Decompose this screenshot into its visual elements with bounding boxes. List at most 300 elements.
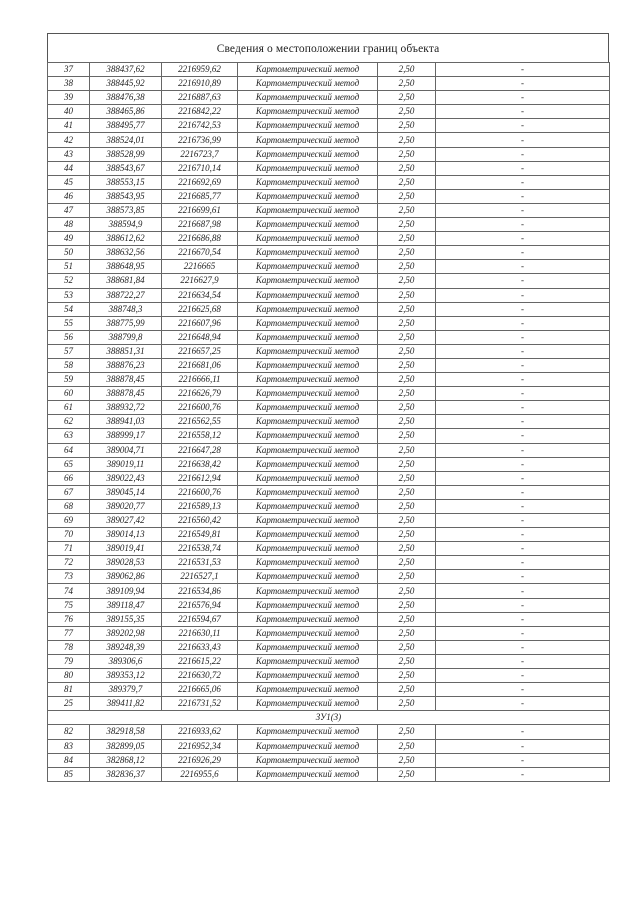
coordinate-y-cell: 2216731,52 — [162, 697, 238, 711]
description-cell: - — [436, 330, 610, 344]
coordinate-y-cell: 2216630,11 — [162, 626, 238, 640]
method-cell: Картометрический метод — [238, 133, 378, 147]
table-row — [48, 218, 610, 232]
method-cell: Картометрический метод — [238, 499, 378, 513]
section-label: ЗУ1(3) — [48, 711, 610, 725]
point-number-cell: 39 — [48, 91, 90, 105]
table-row — [48, 203, 610, 217]
coordinate-y-cell: 2216959,62 — [162, 63, 238, 77]
table-row — [48, 598, 610, 612]
description-cell: - — [436, 246, 610, 260]
coordinate-x-cell: 389019,11 — [90, 457, 162, 471]
point-number-cell: 84 — [48, 753, 90, 767]
accuracy-cell: 2,50 — [378, 626, 436, 640]
point-number-cell: 44 — [48, 161, 90, 175]
description-cell: - — [436, 654, 610, 668]
accuracy-cell: 2,50 — [378, 161, 436, 175]
description-cell: - — [436, 274, 610, 288]
accuracy-cell: 2,50 — [378, 63, 436, 77]
coordinate-y-cell: 2216538,74 — [162, 542, 238, 556]
method-cell: Картометрический метод — [238, 63, 378, 77]
coordinate-y-cell: 2216589,13 — [162, 499, 238, 513]
accuracy-cell: 2,50 — [378, 499, 436, 513]
coordinate-y-cell: 2216648,94 — [162, 330, 238, 344]
method-cell: Картометрический метод — [238, 542, 378, 556]
description-cell: - — [436, 584, 610, 598]
accuracy-cell: 2,50 — [378, 471, 436, 485]
method-cell: Картометрический метод — [238, 584, 378, 598]
accuracy-cell: 2,50 — [378, 528, 436, 542]
point-number-cell: 65 — [48, 457, 90, 471]
description-cell: - — [436, 63, 610, 77]
coordinate-y-cell: 2216710,14 — [162, 161, 238, 175]
accuracy-cell: 2,50 — [378, 175, 436, 189]
description-cell: - — [436, 528, 610, 542]
method-cell: Картометрический метод — [238, 415, 378, 429]
point-number-cell: 75 — [48, 598, 90, 612]
accuracy-cell: 2,50 — [378, 387, 436, 401]
point-number-cell: 41 — [48, 119, 90, 133]
description-cell: - — [436, 739, 610, 753]
method-cell: Картометрический метод — [238, 119, 378, 133]
accuracy-cell: 2,50 — [378, 260, 436, 274]
method-cell: Картометрический метод — [238, 697, 378, 711]
point-number-cell: 37 — [48, 63, 90, 77]
point-number-cell: 52 — [48, 274, 90, 288]
description-cell: - — [436, 598, 610, 612]
coordinate-x-cell: 389019,41 — [90, 542, 162, 556]
point-number-cell: 57 — [48, 344, 90, 358]
coordinate-x-cell: 389062,86 — [90, 570, 162, 584]
table-row — [48, 725, 610, 739]
method-cell: Картометрический метод — [238, 598, 378, 612]
table-row — [48, 147, 610, 161]
description-cell: - — [436, 471, 610, 485]
description-cell: - — [436, 288, 610, 302]
method-cell: Картометрический метод — [238, 471, 378, 485]
coordinate-x-cell: 382899,05 — [90, 739, 162, 753]
accuracy-cell: 2,50 — [378, 133, 436, 147]
accuracy-cell: 2,50 — [378, 753, 436, 767]
method-cell: Картометрический метод — [238, 640, 378, 654]
coordinate-x-cell: 388799,8 — [90, 330, 162, 344]
table-row — [48, 260, 610, 274]
table-row — [48, 274, 610, 288]
point-number-cell: 64 — [48, 443, 90, 457]
method-cell: Картометрический метод — [238, 358, 378, 372]
coordinate-x-cell: 388722,27 — [90, 288, 162, 302]
coordinate-x-cell: 382918,58 — [90, 725, 162, 739]
coordinate-y-cell: 2216681,06 — [162, 358, 238, 372]
point-number-cell: 71 — [48, 542, 90, 556]
table-row — [48, 302, 610, 316]
point-number-cell: 56 — [48, 330, 90, 344]
point-number-cell: 69 — [48, 514, 90, 528]
coordinate-x-cell: 388465,86 — [90, 105, 162, 119]
method-cell: Картометрический метод — [238, 147, 378, 161]
coordinate-x-cell: 388878,45 — [90, 387, 162, 401]
coordinate-x-cell: 388573,85 — [90, 203, 162, 217]
coordinate-x-cell: 388445,92 — [90, 77, 162, 91]
table-row — [48, 654, 610, 668]
coordinate-x-cell: 389004,71 — [90, 443, 162, 457]
coordinate-y-cell: 2216685,77 — [162, 189, 238, 203]
coordinates-table — [47, 62, 610, 782]
method-cell: Картометрический метод — [238, 570, 378, 584]
accuracy-cell: 2,50 — [378, 584, 436, 598]
point-number-cell: 74 — [48, 584, 90, 598]
coordinate-x-cell: 388878,45 — [90, 373, 162, 387]
table-row — [48, 105, 610, 119]
table-row — [48, 683, 610, 697]
table-row — [48, 316, 610, 330]
description-cell: - — [436, 260, 610, 274]
accuracy-cell: 2,50 — [378, 302, 436, 316]
coordinate-x-cell: 388437,62 — [90, 63, 162, 77]
coordinate-y-cell: 2216665,06 — [162, 683, 238, 697]
description-cell: - — [436, 77, 610, 91]
accuracy-cell: 2,50 — [378, 697, 436, 711]
coordinate-y-cell: 2216630,72 — [162, 669, 238, 683]
accuracy-cell: 2,50 — [378, 542, 436, 556]
method-cell: Картометрический метод — [238, 485, 378, 499]
coordinate-x-cell: 388851,31 — [90, 344, 162, 358]
description-cell: - — [436, 401, 610, 415]
table-row — [48, 570, 610, 584]
coordinate-x-cell: 388932,72 — [90, 401, 162, 415]
point-number-cell: 55 — [48, 316, 90, 330]
method-cell: Картометрический метод — [238, 274, 378, 288]
method-cell: Картометрический метод — [238, 654, 378, 668]
method-cell: Картометрический метод — [238, 344, 378, 358]
table-row — [48, 514, 610, 528]
description-cell: - — [436, 133, 610, 147]
table-body-section — [48, 725, 610, 781]
coordinate-x-cell: 388681,84 — [90, 274, 162, 288]
table-row — [48, 63, 610, 77]
point-number-cell: 53 — [48, 288, 90, 302]
coordinate-y-cell: 2216665 — [162, 260, 238, 274]
point-number-cell: 73 — [48, 570, 90, 584]
coordinate-y-cell: 2216576,94 — [162, 598, 238, 612]
description-cell: - — [436, 626, 610, 640]
coordinate-y-cell: 2216562,55 — [162, 415, 238, 429]
method-cell: Картометрический метод — [238, 753, 378, 767]
table-row — [48, 91, 610, 105]
coordinate-y-cell: 2216692,69 — [162, 175, 238, 189]
coordinate-y-cell: 2216699,61 — [162, 203, 238, 217]
method-cell: Картометрический метод — [238, 246, 378, 260]
accuracy-cell: 2,50 — [378, 570, 436, 584]
point-number-cell: 49 — [48, 232, 90, 246]
accuracy-cell: 2,50 — [378, 640, 436, 654]
description-cell: - — [436, 457, 610, 471]
table-row — [48, 542, 610, 556]
table-row — [48, 246, 610, 260]
table-row — [48, 443, 610, 457]
description-cell: - — [436, 232, 610, 246]
point-number-cell: 50 — [48, 246, 90, 260]
table-row — [48, 77, 610, 91]
table-row — [48, 612, 610, 626]
method-cell: Картометрический метод — [238, 401, 378, 415]
coordinate-y-cell: 2216933,62 — [162, 725, 238, 739]
point-number-cell: 58 — [48, 358, 90, 372]
accuracy-cell: 2,50 — [378, 189, 436, 203]
method-cell: Картометрический метод — [238, 203, 378, 217]
table-row — [48, 415, 610, 429]
coordinate-x-cell: 388543,95 — [90, 189, 162, 203]
coordinate-x-cell: 389028,53 — [90, 556, 162, 570]
coordinate-x-cell: 389379,7 — [90, 683, 162, 697]
coordinate-x-cell: 388632,56 — [90, 246, 162, 260]
accuracy-cell: 2,50 — [378, 556, 436, 570]
coordinate-x-cell: 389306,6 — [90, 654, 162, 668]
point-number-cell: 60 — [48, 387, 90, 401]
coordinate-y-cell: 2216594,67 — [162, 612, 238, 626]
coordinate-y-cell: 2216634,54 — [162, 288, 238, 302]
table-row — [48, 697, 610, 711]
coordinate-x-cell: 389411,82 — [90, 697, 162, 711]
point-number-cell: 62 — [48, 415, 90, 429]
accuracy-cell: 2,50 — [378, 288, 436, 302]
table-row — [48, 739, 610, 753]
point-number-cell: 82 — [48, 725, 90, 739]
method-cell: Картометрический метод — [238, 739, 378, 753]
description-cell: - — [436, 514, 610, 528]
method-cell: Картометрический метод — [238, 105, 378, 119]
description-cell: - — [436, 119, 610, 133]
description-cell: - — [436, 697, 610, 711]
accuracy-cell: 2,50 — [378, 203, 436, 217]
coordinate-y-cell: 2216531,53 — [162, 556, 238, 570]
accuracy-cell: 2,50 — [378, 739, 436, 753]
accuracy-cell: 2,50 — [378, 344, 436, 358]
coordinate-x-cell: 389155,35 — [90, 612, 162, 626]
point-number-cell: 85 — [48, 767, 90, 781]
point-number-cell: 61 — [48, 401, 90, 415]
point-number-cell: 78 — [48, 640, 90, 654]
accuracy-cell: 2,50 — [378, 669, 436, 683]
description-cell: - — [436, 302, 610, 316]
table-row — [48, 626, 610, 640]
coordinate-y-cell: 2216670,54 — [162, 246, 238, 260]
coordinate-x-cell: 388476,38 — [90, 91, 162, 105]
method-cell: Картометрический метод — [238, 189, 378, 203]
table-row — [48, 584, 610, 598]
method-cell: Картометрический метод — [238, 429, 378, 443]
point-number-cell: 47 — [48, 203, 90, 217]
coordinate-x-cell: 389248,39 — [90, 640, 162, 654]
table-row — [48, 528, 610, 542]
coordinate-y-cell: 2216615,22 — [162, 654, 238, 668]
table-row — [48, 401, 610, 415]
coordinate-y-cell: 2216647,28 — [162, 443, 238, 457]
description-cell: - — [436, 499, 610, 513]
table-row — [48, 669, 610, 683]
coordinate-y-cell: 2216742,53 — [162, 119, 238, 133]
coordinate-y-cell: 2216627,9 — [162, 274, 238, 288]
description-cell: - — [436, 753, 610, 767]
accuracy-cell: 2,50 — [378, 654, 436, 668]
accuracy-cell: 2,50 — [378, 612, 436, 626]
coordinate-y-cell: 2216955,6 — [162, 767, 238, 781]
table-row — [48, 429, 610, 443]
point-number-cell: 81 — [48, 683, 90, 697]
coordinate-y-cell: 2216887,63 — [162, 91, 238, 105]
description-cell: - — [436, 387, 610, 401]
accuracy-cell: 2,50 — [378, 514, 436, 528]
coordinate-y-cell: 2216638,42 — [162, 457, 238, 471]
point-number-cell: 45 — [48, 175, 90, 189]
description-cell: - — [436, 415, 610, 429]
method-cell: Картометрический метод — [238, 302, 378, 316]
description-cell: - — [436, 570, 610, 584]
accuracy-cell: 2,50 — [378, 725, 436, 739]
coordinates-sheet — [47, 33, 609, 782]
coordinate-y-cell: 2216910,89 — [162, 77, 238, 91]
coordinate-y-cell: 2216842,22 — [162, 105, 238, 119]
method-cell: Картометрический метод — [238, 387, 378, 401]
accuracy-cell: 2,50 — [378, 147, 436, 161]
description-cell: - — [436, 147, 610, 161]
coordinate-x-cell: 388594,9 — [90, 218, 162, 232]
point-number-cell: 38 — [48, 77, 90, 91]
point-number-cell: 42 — [48, 133, 90, 147]
accuracy-cell: 2,50 — [378, 119, 436, 133]
coordinate-x-cell: 382868,12 — [90, 753, 162, 767]
table-row — [48, 767, 610, 781]
description-cell: - — [436, 612, 610, 626]
method-cell: Картометрический метод — [238, 330, 378, 344]
accuracy-cell: 2,50 — [378, 358, 436, 372]
coordinate-x-cell: 389022,43 — [90, 471, 162, 485]
method-cell: Картометрический метод — [238, 260, 378, 274]
table-row — [48, 387, 610, 401]
coordinate-y-cell: 2216657,25 — [162, 344, 238, 358]
method-cell: Картометрический метод — [238, 528, 378, 542]
accuracy-cell: 2,50 — [378, 683, 436, 697]
accuracy-cell: 2,50 — [378, 401, 436, 415]
point-number-cell: 40 — [48, 105, 90, 119]
method-cell: Картометрический метод — [238, 457, 378, 471]
point-number-cell: 70 — [48, 528, 90, 542]
description-cell: - — [436, 556, 610, 570]
method-cell: Картометрический метод — [238, 288, 378, 302]
table-row — [48, 189, 610, 203]
accuracy-cell: 2,50 — [378, 105, 436, 119]
accuracy-cell: 2,50 — [378, 457, 436, 471]
accuracy-cell: 2,50 — [378, 274, 436, 288]
coordinate-x-cell: 388775,99 — [90, 316, 162, 330]
method-cell: Картометрический метод — [238, 683, 378, 697]
method-cell: Картометрический метод — [238, 514, 378, 528]
method-cell: Картометрический метод — [238, 232, 378, 246]
point-number-cell: 59 — [48, 373, 90, 387]
description-cell: - — [436, 175, 610, 189]
coordinate-y-cell: 2216527,1 — [162, 570, 238, 584]
coordinate-y-cell: 2216607,96 — [162, 316, 238, 330]
table-row — [48, 373, 610, 387]
accuracy-cell: 2,50 — [378, 373, 436, 387]
description-cell: - — [436, 203, 610, 217]
coordinate-x-cell: 389118,47 — [90, 598, 162, 612]
accuracy-cell: 2,50 — [378, 316, 436, 330]
table-title: Сведения о местоположении границ объекта — [47, 33, 609, 62]
coordinate-y-cell: 2216534,86 — [162, 584, 238, 598]
coordinate-y-cell: 2216600,76 — [162, 485, 238, 499]
point-number-cell: 77 — [48, 626, 90, 640]
description-cell: - — [436, 429, 610, 443]
point-number-cell: 79 — [48, 654, 90, 668]
description-cell: - — [436, 640, 610, 654]
accuracy-cell: 2,50 — [378, 330, 436, 344]
coordinate-y-cell: 2216952,34 — [162, 739, 238, 753]
description-cell: - — [436, 485, 610, 499]
point-number-cell: 25 — [48, 697, 90, 711]
table-row — [48, 457, 610, 471]
accuracy-cell: 2,50 — [378, 415, 436, 429]
accuracy-cell: 2,50 — [378, 429, 436, 443]
method-cell: Картометрический метод — [238, 556, 378, 570]
coordinate-x-cell: 388876,23 — [90, 358, 162, 372]
coordinate-x-cell: 388543,67 — [90, 161, 162, 175]
description-cell: - — [436, 443, 610, 457]
coordinate-x-cell: 388941,03 — [90, 415, 162, 429]
point-number-cell: 63 — [48, 429, 90, 443]
table-row — [48, 556, 610, 570]
accuracy-cell: 2,50 — [378, 598, 436, 612]
point-number-cell: 80 — [48, 669, 90, 683]
method-cell: Картометрический метод — [238, 316, 378, 330]
table-row — [48, 330, 610, 344]
coordinate-y-cell: 2216736,99 — [162, 133, 238, 147]
method-cell: Картометрический метод — [238, 161, 378, 175]
table-row — [48, 344, 610, 358]
description-cell: - — [436, 767, 610, 781]
description-cell: - — [436, 373, 610, 387]
accuracy-cell: 2,50 — [378, 443, 436, 457]
method-cell: Картометрический метод — [238, 669, 378, 683]
description-cell: - — [436, 542, 610, 556]
description-cell: - — [436, 161, 610, 175]
table-row — [48, 499, 610, 513]
description-cell: - — [436, 683, 610, 697]
accuracy-cell: 2,50 — [378, 485, 436, 499]
description-cell: - — [436, 316, 610, 330]
point-number-cell: 72 — [48, 556, 90, 570]
coordinate-x-cell: 389014,13 — [90, 528, 162, 542]
table-row — [48, 232, 610, 246]
method-cell: Картометрический метод — [238, 612, 378, 626]
point-number-cell: 51 — [48, 260, 90, 274]
coordinate-y-cell: 2216625,68 — [162, 302, 238, 316]
method-cell: Картометрический метод — [238, 175, 378, 189]
method-cell: Картометрический метод — [238, 91, 378, 105]
coordinate-x-cell: 389020,77 — [90, 499, 162, 513]
coordinate-x-cell: 388553,15 — [90, 175, 162, 189]
coordinate-x-cell: 382836,37 — [90, 767, 162, 781]
coordinate-y-cell: 2216723,7 — [162, 147, 238, 161]
section-row — [48, 711, 610, 725]
table-row — [48, 133, 610, 147]
accuracy-cell: 2,50 — [378, 246, 436, 260]
point-number-cell: 68 — [48, 499, 90, 513]
coordinate-y-cell: 2216686,88 — [162, 232, 238, 246]
method-cell: Картометрический метод — [238, 218, 378, 232]
coordinate-y-cell: 2216666,11 — [162, 373, 238, 387]
table-row — [48, 485, 610, 499]
